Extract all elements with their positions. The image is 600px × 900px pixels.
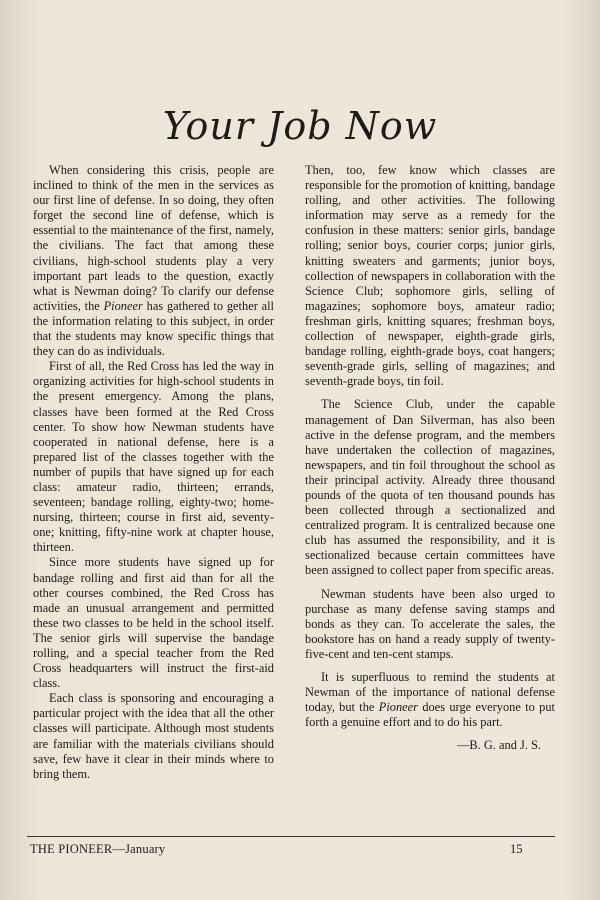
paragraph [33,163,274,359]
paragraph: Since more students have signed up for bandage rolling and first aid than for all the other courses combined, the Red Cross has made an unusual arrangement and permitted these two classes to be held in the school itself. The senior girls will supervise the bandage rolling, and a special teacher from the Red Cross headquarters will instruct the first-aid class. [33,555,274,691]
paragraph-text: does urge everyone to put forth a genuine effort and to do his part. [305,700,555,730]
author-signature: —B. G. and J. S. [457,738,541,753]
publication-name: Pioneer [378,700,418,715]
publication-name: Pioneer [103,298,143,313]
paragraph-text: When considering this crisis, people are inclined to think of the men in the services as our first line of defense. In so doing, they often forget the second line of defense, which is essential to the maintenance of the first, namely, the civilians. The fact that among these civilians, high-school students play a very important part leads to the question, exactly what is Newman doing? To clarify our defense activities, the [33,163,274,313]
paragraph: The Science Club, under the capable management of Dan Silverman, has also been active in the defense program, and the members have undertaken the collection of magazines, newspapers, and tin foil throughout the school as their principal activity. Already three thousand pounds of the quota of ten thousand pounds has been collected through a sectionalized and centralized program. It is centralized because one club has assumed the responsibility, and it is sectionalized because certain committees have been assigned to collect paper from specific areas. [305,397,555,578]
page-number: 15 [510,842,523,856]
paragraph: First of all, the Red Cross has led the way in organizing activities for high-school students in the present emergency. Among the plans, classes have been formed at the Red Cross center. To show how Newman students have cooperated in national defense, here is a prepared list of the classes together with the number of pupils that have signed up for each class: amateur radio, thirteen; errands, seventeen; bandage rolling, eighty-two; home-nursing, thirteen; course in first aid, seventy-one; knitting, fifty-nine work at chapter house, thirteen. [33,359,274,555]
footer-divider [27,836,555,837]
paragraph-text: has gathered to gether all the information relating to this subject, in order that the students may know specific things that they can do as individuals. [33,298,275,359]
paragraph: Newman students have been also urged to purchase as many defense saving stamps and bonds as they can. To accelerate the sales, the bookstore has on hand a ready supply of twenty-five-cent and ten-cent stamps. [305,586,555,661]
footer-publication: THE PIONEER—January [30,842,166,856]
paragraph: Then, too, few know which classes are responsible for the promotion of knitting, bandage rolling, and other activities. The following information may serve as a remedy for the confusion in these matters: senior girls, bandage rolling; senior boys, courier corps; junior girls, knitting sweaters and garments; junior boys, collection of newspapers in collaboration with the Science Club; sophomore girls, selling of magazines; sophomore boys, amateur radio; freshman girls, knitting squares; freshman boys, collection of newspaper, eighth-grade girls, bandage rolling, eighth-grade boys, coat hangers; seventh-grade girls, selling of magazines; and seventh-grade boys, tin foil. [305,163,555,389]
left-column [33,163,274,782]
right-column [305,163,555,753]
paragraph [305,670,555,730]
paragraph: Each class is sponsoring and encouraging a particular project with the idea that all the other classes will participate. Although most students are familiar with the materials civilians should save, few have it clear in their minds where to bring them. [33,691,274,781]
paragraph-text: It is superfluous to remind the students at Newman of the importance of national defense today, but the [305,670,555,715]
article-title: Your Job Now [162,104,438,148]
